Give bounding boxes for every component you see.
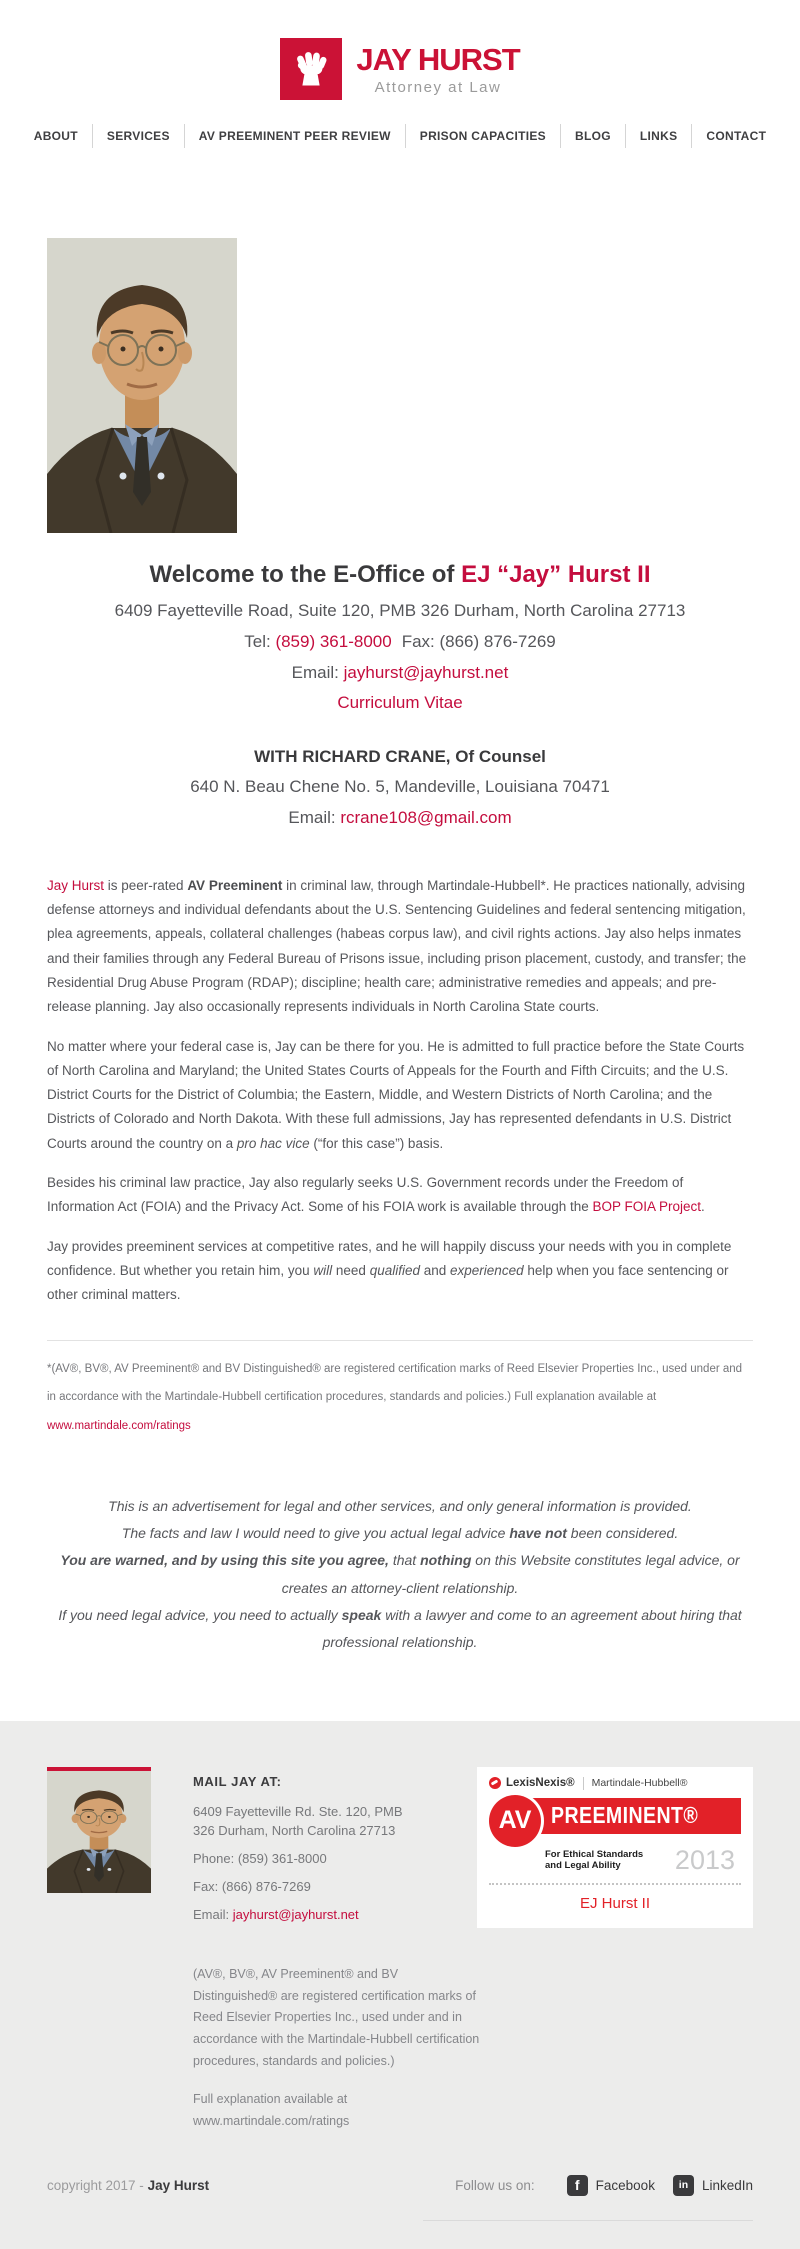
page-title: [47, 561, 753, 589]
tel-link[interactable]: (859) 361-8000: [275, 631, 392, 651]
text-segment: The facts and law I would need to give you actual legal advice: [121, 1525, 510, 1542]
lexisnexis-label: LexisNexis®: [506, 1777, 575, 1790]
text-segment: that: [388, 1552, 421, 1569]
badge-main-row: [489, 1798, 741, 1844]
section-divider: [47, 1340, 753, 1341]
badge-dotted-divider: [489, 1883, 741, 1885]
copyright-text: copyright 2017 -: [47, 2177, 148, 2193]
text-segment: *(AV®, BV®, AV Preeminent® and BV Distinguished® are registered certification marks of Reed Elsevier Properties Inc., used under and in accordance with the Martindale-Hubbell certification procedures, standards and policies.) Full explanation available at: [47, 1362, 743, 1404]
text-segment: on this Website constitutes legal advice, or creates an attorney-client relationship.: [281, 1552, 740, 1596]
tel-fax-line: [47, 630, 753, 654]
lexisnexis-logo-icon: [489, 1777, 501, 1789]
martindale-hubbell-label: Martindale-Hubbell®: [591, 1777, 688, 1790]
nav-item-prison-capacities[interactable]: PRISON CAPACITIES: [405, 124, 560, 148]
text-segment: been considered.: [566, 1525, 679, 1542]
nav-item-about[interactable]: ABOUT: [33, 129, 78, 143]
text-segment: in criminal law, through Martindale-Hubbell*. He practices nationally, advising defense attorneys and individual defendants about the U.S. Sentencing Guidelines and federal sentencing mitigation, plea agreements, appeals, collateral challenges (habeas corpus law), and civil rights actions. Jay also helps inmates and their families through any Federal Bureau of Prisons issue, including prison placement, custody, and transfer; the Residential Drug Abuse Program (RDAP); discipline; health care; administrative remedies and appeals; and pre-release planning. Jay also occasionally represents individuals in North Carolina State courts.: [47, 877, 747, 1015]
title-prefix: Welcome to the E-Office of: [149, 561, 462, 588]
site-logo[interactable]: [0, 38, 800, 100]
brand-name: JAY HURST: [356, 42, 520, 77]
badge-ethics-text: [545, 1849, 643, 1873]
martindale-ratings-link[interactable]: www.martindale.com/ratings: [47, 1420, 191, 1433]
nav-item-av-preeminent-peer-review[interactable]: AV PREEMINENT PEER REVIEW: [184, 124, 405, 148]
email-label: Email:: [291, 662, 344, 682]
rates-paragraph: [47, 1235, 753, 1308]
nav-item-contact[interactable]: CONTACT: [691, 124, 780, 148]
counsel-email-label: Email:: [288, 807, 341, 827]
admissions-paragraph: [47, 1035, 753, 1156]
ethics-line2: and Legal Ability: [545, 1860, 621, 1872]
footer-photo: [47, 1767, 151, 1893]
badge-separator: [583, 1777, 584, 1790]
title-attorney-name: EJ “Jay” Hurst II: [461, 561, 651, 588]
text-segment: Besides his criminal law practice, Jay also regularly seeks U.S. Government records under the Freedom of Information Act (FOIA) and the Privacy Act. Some of his FOIA work is available through the: [47, 1175, 684, 1215]
text-segment: (“for this case”) basis.: [309, 1135, 444, 1151]
logo-text: [356, 38, 519, 96]
counsel-address: 640 N. Beau Chene No. 5, Mandeville, Louisiana 70471: [190, 777, 610, 797]
mail-address-line1: 6409 Fayetteville Rd. Ste. 120, PMB: [193, 1804, 403, 1820]
site-footer: [0, 1721, 800, 2249]
email-line: [47, 661, 753, 685]
tel-label: Tel:: [244, 631, 276, 651]
av-circle-icon: [489, 1795, 541, 1847]
footer-top-row: [47, 1767, 753, 1934]
preeminent-text: PREEMINENT®: [551, 1802, 699, 1829]
site-header: [0, 0, 800, 154]
footer-bottom-bar: [47, 2175, 753, 2196]
text-segment: help when you face sentencing or other criminal matters.: [47, 1262, 729, 1303]
text-segment: If you need legal advice, you need to actually: [58, 1606, 342, 1623]
badge-sub-row: [545, 1844, 741, 1875]
disclaimer-line: This is an advertisement for legal and other services, and only general information is provided.: [108, 1497, 692, 1514]
body-copy: [47, 874, 753, 1308]
copyright: [47, 2178, 209, 2193]
footer-note-gap: [193, 2073, 485, 2089]
footer-certification-note: [193, 1964, 485, 2133]
linkedin-label: LinkedIn: [701, 2177, 753, 2193]
foia-paragraph: [47, 1171, 753, 1220]
facebook-label: Facebook: [595, 2177, 655, 2193]
speak-bold: speak: [341, 1606, 382, 1623]
disclaimer-line: [47, 1547, 753, 1602]
social-links: [455, 2175, 753, 2196]
footer-email-link[interactable]: jayhurst@jayhurst.net: [232, 1906, 359, 1922]
disclaimer-line: [47, 1602, 753, 1657]
counsel-email-line: [47, 806, 753, 830]
mail-address: [193, 1803, 443, 1841]
email-link[interactable]: jayhurst@jayhurst.net: [343, 662, 509, 682]
footer-note-line: Full explanation available at: [193, 2092, 348, 2106]
text-segment: No matter where your federal case is, Jay can be there for you. He is admitted to full practice before the State Courts of North Carolina and Maryland; the United States Courts of Appeals for the Fourth and Fifth Circuits; and the U.S. District Courts for the District of Columbia; the Eastern, Middle, and Western Districts of North Carolina; and the Districts of Colorado and North Dakota. With these full admissions, Jay has represented defendants in U.S. District Courts around the country on a: [47, 1038, 745, 1151]
nav-item-services[interactable]: SERVICES: [92, 124, 184, 148]
av-text: AV: [498, 1806, 532, 1835]
jay-hurst-link[interactable]: Jay Hurst: [47, 877, 105, 893]
nav-item-blog[interactable]: BLOG: [560, 124, 625, 148]
mail-address-line2: 326 Durham, North Carolina 27713: [193, 1823, 396, 1839]
counsel-email-link[interactable]: rcrane108@gmail.com: [340, 807, 512, 827]
footer-mail-block: [193, 1767, 443, 1934]
brand-tagline: Attorney at Law: [374, 79, 502, 96]
of-counsel-section: [47, 747, 753, 830]
footer-divider: [423, 2220, 753, 2221]
mail-email-label: Email:: [193, 1906, 233, 1922]
fax-number: Fax: (866) 876-7269: [401, 631, 556, 651]
facebook-icon: f: [567, 2175, 588, 2196]
main-nav: [0, 124, 800, 154]
follow-us-label: Follow us on:: [455, 2177, 535, 2193]
nav-item-links[interactable]: LINKS: [625, 124, 692, 148]
footer-note-url: www.martindale.com/ratings: [193, 2113, 350, 2128]
nothing-bold: nothing: [420, 1552, 472, 1569]
ethics-line1: For Ethical Standards: [545, 1848, 644, 1860]
facebook-link[interactable]: [567, 2175, 655, 2196]
badge-year: 2013: [674, 1844, 735, 1875]
text-segment: need: [332, 1262, 370, 1278]
curriculum-vitae-link[interactable]: Curriculum Vitae: [337, 693, 463, 713]
welcome-section: [47, 561, 753, 715]
mail-phone: Phone: (859) 361-8000: [193, 1851, 327, 1867]
office-address: 6409 Fayetteville Road, Suite 120, PMB 326 Durham, North Carolina 27713: [114, 601, 686, 620]
warned-bold: You are warned, and by using this site you agree,: [60, 1552, 389, 1569]
have-not-bold: have not: [509, 1525, 567, 1542]
linkedin-link[interactable]: [673, 2175, 753, 2196]
text-segment: .: [701, 1199, 705, 1215]
disclaimer-line: [47, 1520, 753, 1547]
text-segment: Jay provides preeminent services at competitive rates, and he will happily discuss your needs with you in complete confidence. But whether you retain him, you: [47, 1238, 732, 1278]
qualified-italic: qualified: [369, 1262, 420, 1278]
text-segment: and: [420, 1262, 451, 1278]
pro-hac-vice-italic: pro hac vice: [236, 1135, 310, 1151]
main-content: [0, 238, 800, 1657]
badge-attorney-name: EJ Hurst II: [579, 1894, 650, 1912]
copyright-name: Jay Hurst: [147, 2177, 210, 2193]
bop-foia-project-link[interactable]: BOP FOIA Project: [592, 1199, 702, 1215]
linkedin-icon: in: [673, 2175, 694, 2196]
certification-footnote: [47, 1355, 753, 1441]
intro-paragraph: [47, 874, 753, 1020]
attorney-portrait-photo: [47, 238, 237, 533]
mail-fax: Fax: (866) 876-7269: [193, 1878, 311, 1894]
footer-note-paragraph: (AV®, BV®, AV Preeminent® and BV Distinguished® are registered certification marks of Reed Elsevier Properties Inc., used under and in accordance with the Martindale-Hubbell certification procedures, standards and policies.): [193, 1966, 480, 2069]
av-preeminent-bold: AV Preeminent: [187, 877, 283, 893]
of-counsel-heading: WITH RICHARD CRANE, Of Counsel: [254, 747, 546, 767]
av-preeminent-badge[interactable]: [477, 1767, 753, 1928]
mail-email-line: [193, 1906, 443, 1925]
mail-heading: MAIL JAY AT:: [193, 1773, 282, 1789]
cv-line: [47, 691, 753, 715]
text-segment: is peer-rated: [104, 877, 188, 893]
badge-header: [489, 1777, 741, 1790]
text-segment: with a lawyer and come to an agreement about hiring that professional relationship.: [322, 1606, 742, 1651]
will-italic: will: [313, 1262, 333, 1278]
preeminent-banner: [531, 1798, 741, 1834]
raised-fist-icon: [280, 38, 342, 100]
advertisement-disclaimer: [47, 1493, 753, 1657]
experienced-italic: experienced: [450, 1262, 524, 1278]
